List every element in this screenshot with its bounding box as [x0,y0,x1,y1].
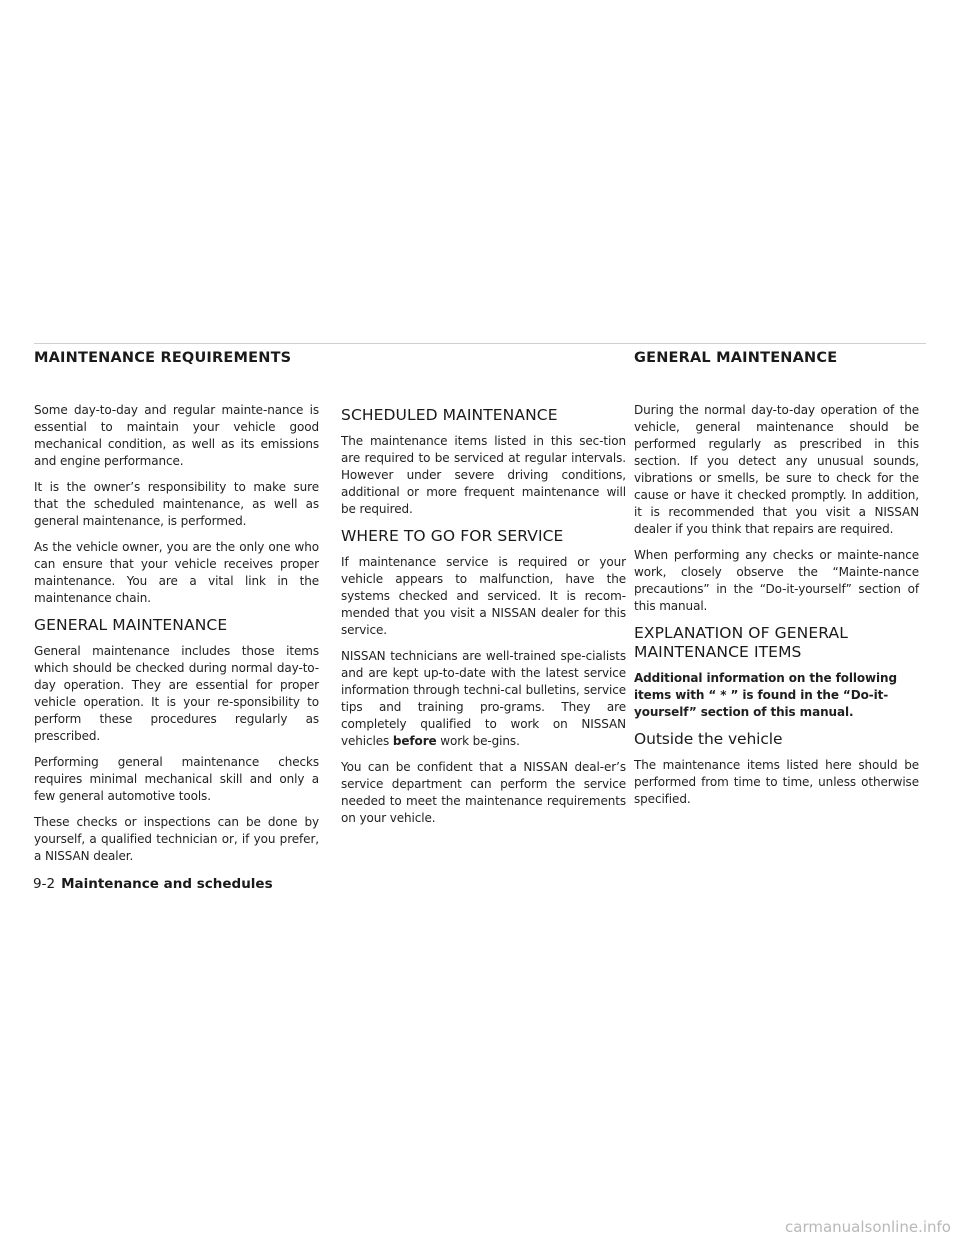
page-footer [33,876,273,892]
paragraph: As the vehicle owner, you are the only one who can ensure that your vehicle receives proper maintenance. You are a vital link in the maintenance chain. [34,540,319,605]
heading-line: EXPLANATION OF GENERAL [634,624,848,642]
paragraph: You can be confident that a NISSAN deal-er’s service department can perform the service needed to meet the maintenance requirements on your vehicle. [341,760,626,825]
paragraph: These checks or inspections can be done by yourself, a qualified technician or, if you prefer, a NISSAN dealer. [34,815,319,863]
column-1 [34,402,319,874]
section-title-general-maintenance: GENERAL MAINTENANCE [634,350,838,366]
paragraph-text: work be-gins. [436,734,520,748]
section-title-maintenance-requirements: MAINTENANCE REQUIREMENTS [34,350,292,366]
emphasis-before: before [392,734,437,748]
heading-where-to-go-for-service: WHERE TO GO FOR SERVICE [341,527,564,545]
paragraph: Some day-to-day and regular mainte-nance is essential to maintain your vehicle good mechanical condition, as well as its emissions and engine performance. [34,403,319,468]
page-number: 9-2 [33,876,56,892]
paragraph: When performing any checks or mainte-nance work, closely observe the “Mainte-nance precautions” in the “Do-it-yourself” section of this manual. [634,548,919,613]
column-3 [634,402,919,817]
paragraph [341,648,626,750]
column-2 [341,404,626,836]
heading-general-maintenance: GENERAL MAINTENANCE [34,616,228,634]
paragraph: General maintenance includes those items which should be checked during normal day-to-day operation. They are essential for proper vehicle operation. It is your re-sponsibility to perform these procedures regularly as prescribed. [34,644,319,743]
paragraph: It is the owner’s responsibility to make sure that the scheduled maintenance, as well as general maintenance, is performed. [34,480,319,528]
header-rule [34,343,926,344]
heading-line: MAINTENANCE ITEMS [634,643,802,661]
paragraph: The maintenance items listed in this sec-tion are required to be serviced at regular intervals. However under severe driving conditions, additional or more frequent maintenance will be required. [341,434,626,516]
do-it-yourself-note: Additional information on the following items with “ * ” is found in the “Do-it-yourself” section of this manual. [634,671,897,719]
paragraph: The maintenance items listed here should be performed from time to time, unless otherwise specified. [634,758,919,806]
paragraph: During the normal day-to-day operation of the vehicle, general maintenance should be performed regularly as prescribed in this section. If you detect any unusual sounds, vibrations or smells, be sure to check for the cause or have it checked promptly. In addition, it is recommended that you visit a NISSAN dealer if you think that repairs are required. [634,403,919,536]
heading-outside-the-vehicle: Outside the vehicle [634,730,783,748]
heading-scheduled-maintenance: SCHEDULED MAINTENANCE [341,406,558,424]
heading-explanation-of-general-maintenance-items [634,624,919,662]
chapter-title: Maintenance and schedules [61,876,273,892]
paragraph: If maintenance service is required or your vehicle appears to malfunction, have the systems checked and serviced. It is recom-mended that you visit a NISSAN dealer for this service. [341,555,626,637]
paragraph-text: NISSAN technicians are well-trained spe-cialists and are kept up-to-date with the latest service information through techni-cal bulletins, service tips and training pro-grams. They are completely qualified to work on NISSAN vehicles [341,649,626,748]
watermark: carmanualsonline.info [785,1218,951,1236]
paragraph: Performing general maintenance checks requires minimal mechanical skill and only a few general automotive tools. [34,755,319,803]
